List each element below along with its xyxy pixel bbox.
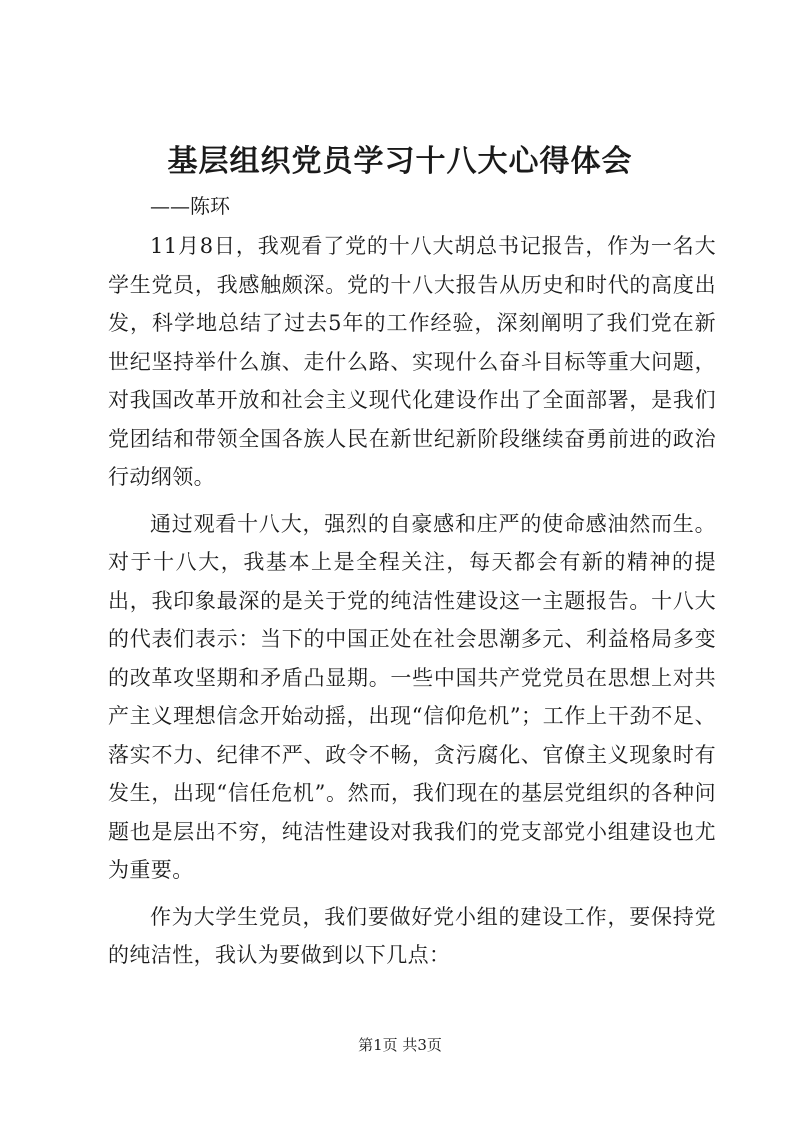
paragraph-2: 通过观看十八大，强烈的自豪感和庄严的使命感油然而生。对于十八大，我基本上是全程关注，每天都会有新的精神的提出，我印象最深的是关于党的纯洁性建设这一主题报告。十八大的代表们表示：当下的中国正处在社会思潮多元、利益格局多变的改革攻坚期和矛盾凸显期。一些中国共产党党员在思想上对共产主义理想信念开始动摇，出现“信仰危机”；工作上干劲不足、落实不力、纪律不严、政令不畅，贪污腐化、官僚主义现象时有发生，出现“信任危机”。然而，我们现在的基层党组织的各种问题也是层出不穷，纯洁性建设对我我们的党支部党小组建设也尤为重要。: [108, 511, 716, 882]
page-footer: 第1页 共3页: [358, 1036, 442, 1054]
document-title: 基层组织党员学习十八大心得体会: [167, 144, 633, 179]
paragraph-3: 作为大学生党员，我们要做好党小组的建设工作，要保持党的纯洁性，我认为要做到以下几点：: [108, 904, 716, 967]
paragraph-1: 11月8日，我观看了党的十八大胡总书记报告，作为一名大学生党员，我感触颇深。党的十八大报告从历史和时代的高度出发，科学地总结了过去5年的工作经验，深刻阐明了我们党在新世纪坚持举什么旗、走什么路、实现什么奋斗目标等重大问题，对我国改革开放和社会主义现代化建设作出了全面部署，是我们党团结和带领全国各族人民在新世纪新阶段继续奋勇前进的政治行动纲领。: [108, 234, 716, 489]
author-line: ——陈环: [150, 194, 230, 218]
document-body: [108, 227, 716, 983]
